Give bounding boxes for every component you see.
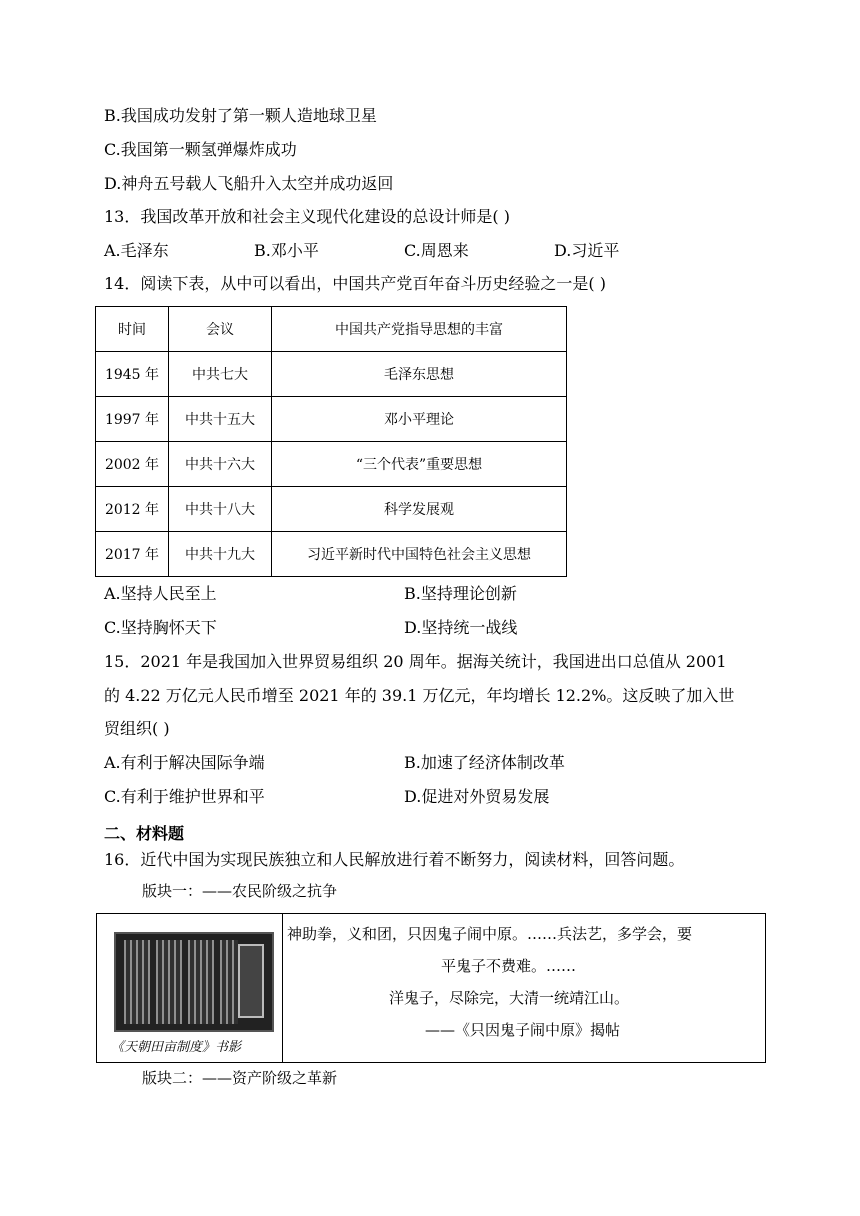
q13-option-a: A.毛泽东 xyxy=(104,241,169,260)
verse-line2: 平鬼子不费难。…… xyxy=(441,957,577,975)
q15-option-d: D.促进对外贸易发展 xyxy=(404,787,550,806)
block1-title: 版块一：——农民阶级之抗争 xyxy=(142,882,338,900)
table-cell: 科学发展观 xyxy=(272,487,567,532)
table-cell: 习近平新时代中国特色社会主义思想 xyxy=(272,532,567,577)
table-row xyxy=(96,532,567,577)
q15-option-c: C.有利于维护世界和平 xyxy=(104,787,265,806)
q13-option-d: D.习近平 xyxy=(554,241,620,260)
table-row xyxy=(96,487,567,532)
table-row xyxy=(96,397,567,442)
table-cell: 中共十八大 xyxy=(169,487,272,532)
table-row xyxy=(96,352,567,397)
table-cell: 中共十九大 xyxy=(169,532,272,577)
q15-stem-line2: 的 4.22 万亿元人民币增至 2021 年的 39.1 万亿元，年均增长 12.2%。这反映了加入世 xyxy=(104,686,735,705)
table-cell: 1997 年 xyxy=(96,397,169,442)
q12-option-d: D.神舟五号载人飞船升入太空并成功返回 xyxy=(104,174,394,193)
table-header: 时间 xyxy=(96,307,169,352)
table-cell: 毛泽东思想 xyxy=(272,352,567,397)
table-cell: 中共十五大 xyxy=(169,397,272,442)
q14-table xyxy=(95,306,567,577)
table-row xyxy=(96,442,567,487)
verse-source: ——《只因鬼子闹中原》揭帖 xyxy=(425,1021,621,1039)
table-cell: 中共七大 xyxy=(169,352,272,397)
q14-option-d: D.坚持统一战线 xyxy=(404,618,518,637)
q14-option-c: C.坚持胸怀天下 xyxy=(104,618,217,637)
section-heading: 二、材料题 xyxy=(104,824,185,843)
image-caption: 《天朝田亩制度》书影 xyxy=(111,1040,242,1055)
q14-option-b: B.坚持理论创新 xyxy=(404,584,517,603)
q12-option-b: B.我国成功发射了第一颗人造地球卫星 xyxy=(104,106,377,125)
q13-option-c: C.周恩来 xyxy=(404,241,469,260)
q14-option-a: A.坚持人民至上 xyxy=(104,584,217,603)
table-cell: 2017 年 xyxy=(96,532,169,577)
q13-stem: 13．我国改革开放和社会主义现代化建设的总设计师是( ) xyxy=(104,207,510,226)
q15-stem-line3: 贸组织( ) xyxy=(104,719,170,738)
verse-line1: 神助拳，义和团，只因鬼子闹中原。……兵法艺，多学会，要 xyxy=(287,925,693,943)
table-cell: “三个代表”重要思想 xyxy=(272,442,567,487)
table-cell: 邓小平理论 xyxy=(272,397,567,442)
table-header: 会议 xyxy=(169,307,272,352)
material-panel xyxy=(96,913,766,1063)
table-cell: 2012 年 xyxy=(96,487,169,532)
q16-stem: 16．近代中国为实现民族独立和人民解放进行着不断努力，阅读材料，回答问题。 xyxy=(104,850,685,869)
q12-option-c: C.我国第一颗氢弹爆炸成功 xyxy=(104,140,297,159)
table-header-row xyxy=(96,307,567,352)
book-image xyxy=(114,932,274,1032)
table-header: 中国共产党指导思想的丰富 xyxy=(272,307,567,352)
q15-option-a: A.有利于解决国际争端 xyxy=(104,753,265,772)
q14-stem: 14．阅读下表，从中可以看出，中国共产党百年奋斗历史经验之一是( ) xyxy=(104,274,606,293)
table-cell: 中共十六大 xyxy=(169,442,272,487)
image-cell xyxy=(97,914,283,1062)
block2-title: 版块二：——资产阶级之革新 xyxy=(142,1069,338,1087)
q15-option-b: B.加速了经济体制改革 xyxy=(404,753,565,772)
verse-line3: 洋鬼子，尽除完，大清一统靖江山。 xyxy=(389,989,630,1007)
q13-option-b: B.邓小平 xyxy=(254,241,319,260)
table-cell: 2002 年 xyxy=(96,442,169,487)
q15-stem-line1: 15．2021 年是我国加入世界贸易组织 20 周年。据海关统计，我国进出口总值从 2001 xyxy=(104,652,727,671)
table-cell: 1945 年 xyxy=(96,352,169,397)
